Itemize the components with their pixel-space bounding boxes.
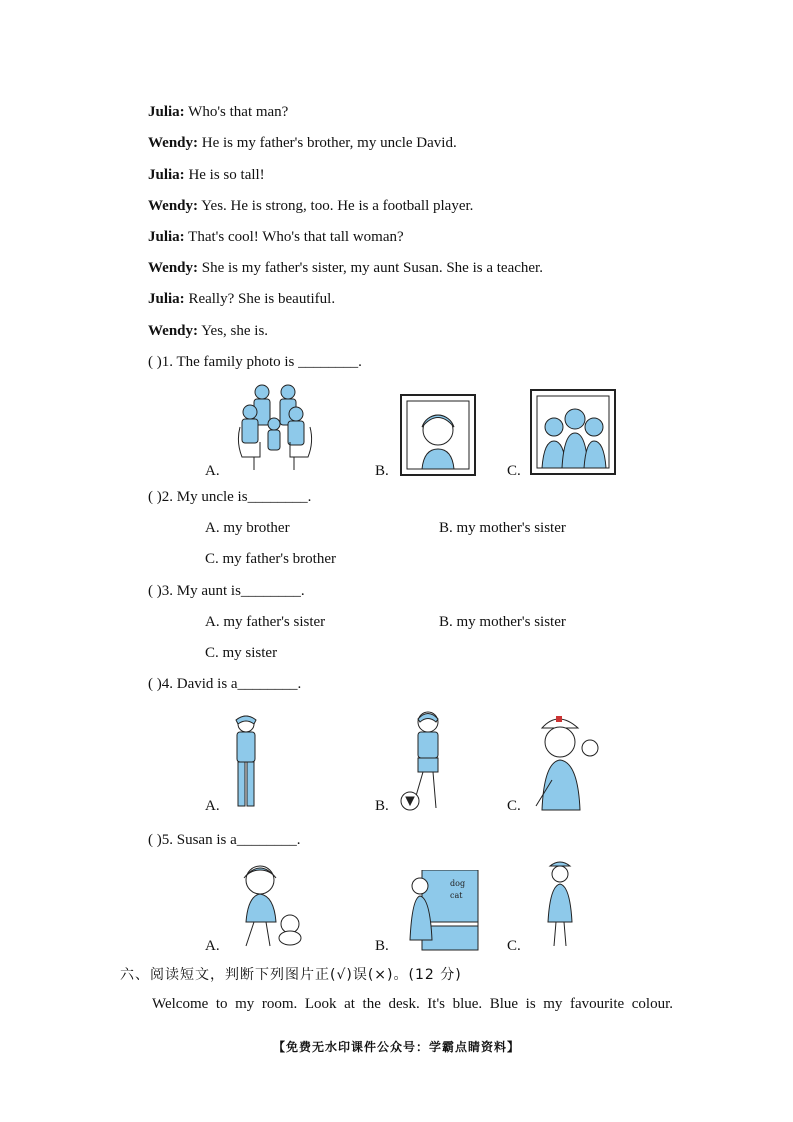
- dialogue-line: Julia: Really? She is beautiful.: [148, 291, 336, 307]
- family-group-illustration: [232, 382, 318, 472]
- dialogue-line: Wendy: He is my father's brother, my uncle David.: [148, 135, 457, 151]
- option-label: B.: [375, 798, 389, 814]
- option-label: C.: [507, 798, 521, 814]
- doctor-illustration: [528, 710, 604, 812]
- girl-with-dog-illustration: [234, 862, 306, 950]
- board-word-dog: dog: [450, 879, 466, 888]
- question-stem: ( )1. The family photo is ________.: [148, 354, 362, 370]
- dialogue-line: Wendy: Yes, she is.: [148, 323, 269, 339]
- three-people-frame: [530, 389, 616, 475]
- question-stem: ( )2. My uncle is________.: [148, 489, 312, 505]
- dialogue-line: Julia: Who's that man?: [148, 104, 289, 120]
- dialogue-line: Julia: He is so tall!: [148, 167, 265, 183]
- question-stem: ( )3. My aunt is________.: [148, 583, 305, 599]
- option-label: A.: [205, 938, 220, 954]
- option-label: C.: [507, 938, 521, 954]
- passage-text: Welcome to my room. Look at the desk. It's blue. Blue is my favourite colour.: [152, 996, 673, 1012]
- option-label: B. my mother's sister: [439, 520, 566, 536]
- dialogue-line: Wendy: Yes. He is strong, too. He is a football player.: [148, 198, 474, 214]
- question-stem: ( )4. David is a________.: [148, 676, 302, 692]
- option-label: A. my brother: [205, 520, 290, 536]
- question-stem: ( )5. Susan is a________.: [148, 832, 301, 848]
- nurse-illustration: [540, 858, 580, 950]
- option-label: C. my father's brother: [205, 551, 337, 567]
- girl-portrait-frame: [400, 394, 476, 476]
- dialogue-line: Julia: That's cool! Who's that tall woman?: [148, 229, 404, 245]
- option-label: A.: [205, 798, 220, 814]
- option-label: C.: [507, 463, 521, 479]
- teacher-blackboard-illustration: [406, 870, 480, 952]
- board-word-cat: cat: [450, 891, 463, 900]
- footer-note: 【免费无水印课件公众号：学霸点睛资料】: [272, 1040, 520, 1054]
- football-player-illustration: [398, 710, 450, 812]
- option-label: A.: [205, 463, 220, 479]
- option-label: B. my mother's sister: [439, 614, 566, 630]
- option-label: B.: [375, 938, 389, 954]
- section-title: 六、阅读短文，判断下列图片正(√)误(×)。(12 分): [120, 967, 462, 983]
- dialogue-line: Wendy: She is my father's sister, my aunt Susan. She is a teacher.: [148, 260, 543, 276]
- tall-man-illustration: [228, 714, 264, 810]
- option-label: B.: [375, 463, 389, 479]
- option-label: C. my sister: [205, 645, 278, 661]
- option-label: A. my father's sister: [205, 614, 326, 630]
